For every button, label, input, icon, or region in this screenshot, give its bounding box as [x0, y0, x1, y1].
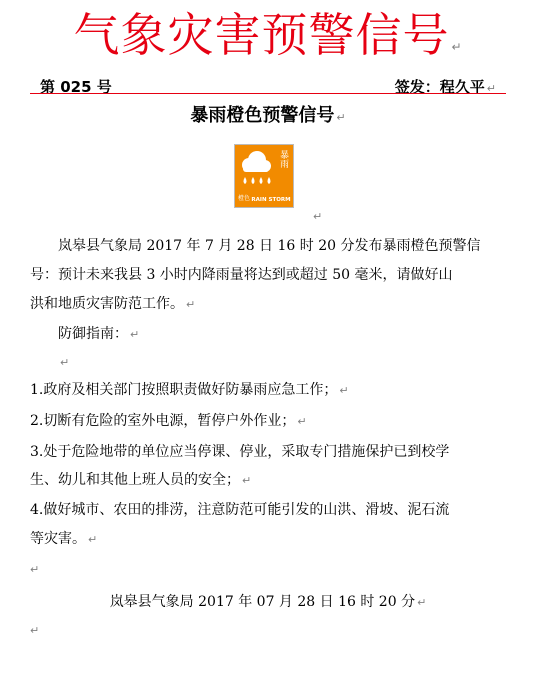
guide-item: 生、幼儿和其他上班人员的安全； ↵: [30, 472, 252, 488]
header-divider: [30, 93, 506, 94]
paragraph-mark: ↵: [486, 82, 496, 95]
signer: 签发：程久平 ↵: [394, 78, 496, 96]
icon-label-cn: 暴雨: [278, 150, 288, 168]
icon-label-en: RAIN STORM: [251, 197, 291, 203]
paragraph-mark: ↵: [451, 40, 463, 54]
paragraph-mark: ↵: [30, 563, 40, 576]
guide-item: 3.处于危险地带的单位应当停课、停业，采取专门措施保护已到校学: [30, 444, 450, 460]
guide-heading: 防御指南： ↵: [58, 326, 140, 342]
paragraph-mark: ↵: [313, 210, 323, 223]
paragraph-mark: ↵: [60, 356, 70, 369]
body-line: 岚皋县气象局 2017 年 7 月 28 日 16 时 20 分发布暴雨橙色预警信: [58, 238, 481, 254]
paragraph-mark: ↵: [88, 533, 98, 546]
guide-item: 等灾害。 ↵: [30, 531, 98, 547]
paragraph-mark: ↵: [186, 298, 196, 311]
paragraph-mark: ↵: [339, 384, 349, 397]
body-line: 号：预计未来我县 3 小时内降雨量将达到或超过 50 毫米，请做好山: [30, 267, 453, 283]
document-title: 暴雨橙色预警信号 ↵: [190, 105, 346, 126]
paragraph-mark: ↵: [417, 596, 427, 609]
warning-header-title: 气象灾害预警信号 ↵: [73, 8, 463, 62]
paragraph-mark: ↵: [336, 111, 346, 124]
guide-item: 4.做好城市、农田的排涝，注意防范可能引发的山洪、滑坡、泥石流: [30, 502, 450, 518]
footer-signature: 岚皋县气象局 2017 年 07 月 28 日 16 时 20 分 ↵: [109, 594, 427, 610]
paragraph-mark: ↵: [30, 624, 40, 637]
rainstorm-orange-warning-icon: [235, 145, 293, 207]
guide-item: 1.政府及相关部门按照职责做好防暴雨应急工作； ↵: [30, 382, 349, 398]
icon-label-small: 橙色: [237, 195, 251, 202]
body-line: 洪和地质灾害防范工作。 ↵: [30, 296, 196, 312]
paragraph-mark: ↵: [130, 328, 140, 341]
paragraph-mark: ↵: [297, 415, 307, 428]
guide-item: 2.切断有危险的室外电源，暂停户外作业； ↵: [30, 413, 307, 429]
paragraph-mark: ↵: [242, 474, 252, 487]
issue-number: 第 025 号: [40, 78, 112, 96]
